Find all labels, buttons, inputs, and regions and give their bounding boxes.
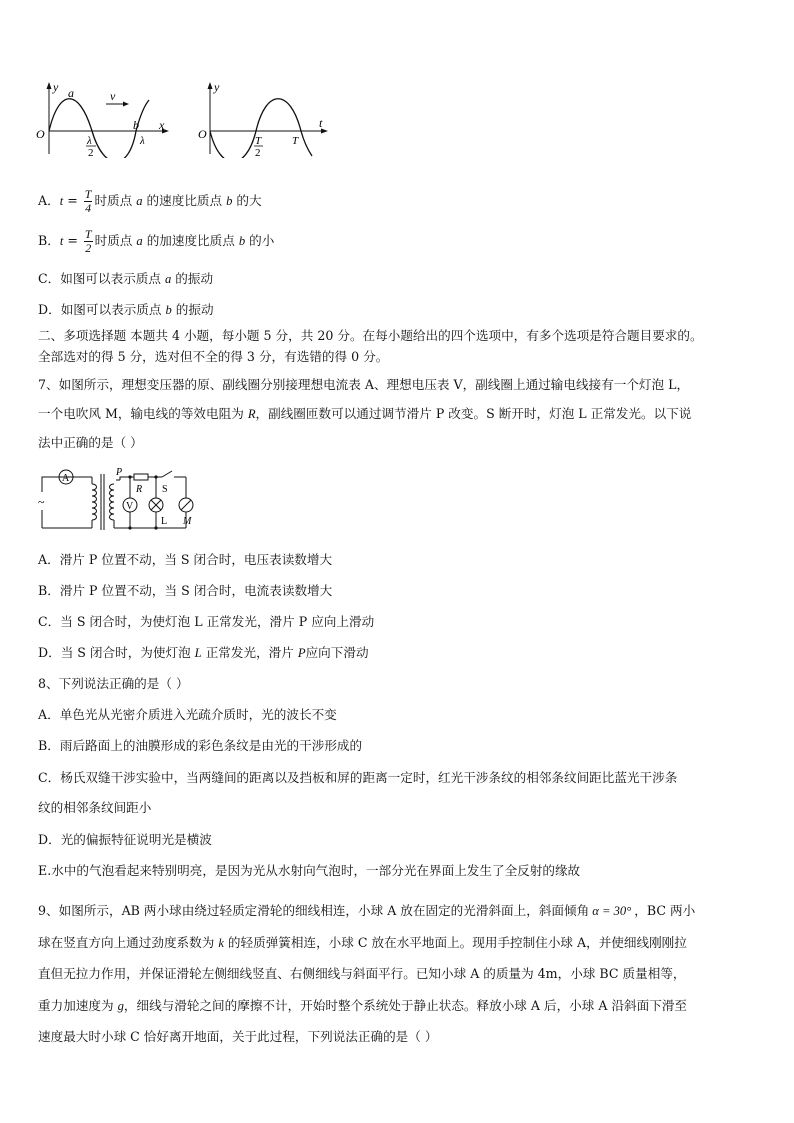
wave-half-den: 2 xyxy=(88,147,94,158)
wave-half-num: λ xyxy=(87,135,92,147)
wave-b-label: b xyxy=(133,118,139,132)
q7-option-c: C．当 S 闭合时，为使灯泡 L 正常发光，滑片 P 应向上滑动 xyxy=(38,614,375,629)
q6-option-c: C．如图可以表示质点 a 的振动 xyxy=(38,271,214,286)
q7-stem-line3: 法中正确的是（ ） xyxy=(38,435,143,450)
wave-y-label: y xyxy=(53,80,59,94)
ac-source-label: ~ xyxy=(38,495,45,509)
wave-y-arrow xyxy=(47,82,52,89)
q6-option-d: D．如图可以表示质点 b 的振动 xyxy=(38,302,214,317)
q8-option-c-line1: C．杨氏双缝干涉实验中，当两缝间的距离以及挡板和屏的距离一定时，红光干涉条纹的相邻条纹间距比蓝光干涉条 xyxy=(38,770,678,785)
wave-origin-label: O xyxy=(36,127,45,141)
resistor-label: R xyxy=(136,484,143,495)
velocity-arrowhead xyxy=(123,102,129,107)
vib-y-label: y xyxy=(214,80,220,94)
vib-T-label: T xyxy=(292,135,299,147)
voltmeter-label: V xyxy=(126,501,134,512)
vib-half-den: 2 xyxy=(255,147,261,158)
q7-option-b: B．滑片 P 位置不动，当 S 闭合时，电流表读数增大 xyxy=(38,583,333,598)
slider-p-label: P xyxy=(116,467,123,478)
angle-alpha: α = 30° xyxy=(592,904,632,918)
q9-stem-line2: 球在竖直方向上通过劲度系数为 k 的轻质弹簧相连，小球 C 放在水平地面上。现用手控制住小球 A，并使细线刚刚拉 xyxy=(38,935,687,950)
fraction-t-over-2: $\frac{T}{2}$ xyxy=(84,227,92,255)
q7-option-d: D．当 S 闭合时，为使灯泡 L 正常发光，滑片 P应向下滑动 xyxy=(38,645,369,660)
q7-stem-line1: 7、如图所示，理想变压器的原、副线圈分别接理想电流表 A、理想电压表 V，副线圈上通过输电线接有一个灯泡 L， xyxy=(38,377,690,392)
secondary-coil xyxy=(110,484,115,520)
q9-stem-line4: 重力加速度为 g，细线与滑轮之间的摩擦不计，开始时整个系统处于静止状态。释放小球 A 后，小球 A 沿斜面下滑至 xyxy=(38,998,688,1013)
switch-label: S xyxy=(162,484,168,495)
lamp-label: L xyxy=(161,516,168,527)
vib-curve xyxy=(210,99,312,158)
motor-label: M xyxy=(183,516,192,527)
ammeter-label: A xyxy=(62,473,70,484)
q7-option-a: A．滑片 P 位置不动，当 S 闭合时，电压表读数增大 xyxy=(38,552,333,567)
q8-option-c-line2: 纹的相邻条纹间距小 xyxy=(38,800,152,815)
wave-a-label: a xyxy=(68,86,74,100)
switch-s xyxy=(162,471,172,477)
wave-lambda-label: λ xyxy=(140,135,145,147)
wave-x-label: x xyxy=(159,118,165,132)
resistor-r xyxy=(134,474,148,480)
primary-coil xyxy=(92,484,97,520)
vibration-graph-figure xyxy=(198,80,338,158)
q9-stem-line5: 速度最大时小球 C 恰好离开地面，关于此过程，下列说法正确的是（ ） xyxy=(38,1029,438,1044)
section2-heading-line2: 全部选对的得 5 分，选对但不全的得 3 分，有选错的得 0 分。 xyxy=(38,349,389,364)
q8-option-e: E.水中的气泡看起来特别明亮，是因为光从水射向气泡时，一部分光在界面上发生了全反射的缘故 xyxy=(38,863,581,878)
section2-heading-line1: 二、多项选择题 本题共 4 小题，每小题 5 分，共 20 分。在每小题给出的四个选项中，有多个选项是符合题目要求的。 xyxy=(38,328,703,343)
transformer-circuit-figure xyxy=(36,462,206,538)
wave-v-label: v xyxy=(110,89,116,103)
q9-stem-line1: 9、如图所示，AB 两小球由绕过轻质定滑轮的细线相连，小球 A 放在固定的光滑斜面上，斜面倾角 α = 30° ，BC 两小 xyxy=(38,903,696,918)
q9-stem-line3: 直但无拉力作用，并保证滑轮左侧细线竖直、右侧细线与斜面平行。已知小球 A 的质量为 4m，小球 BC 质量相等， xyxy=(38,966,686,981)
vib-origin-label: O xyxy=(198,127,207,141)
vib-y-arrow xyxy=(208,82,213,89)
q8-option-a: A．单色光从光密介质进入光疏介质时，光的波长不变 xyxy=(38,707,337,722)
fraction-t-over-4: $\frac{T}{4}$ xyxy=(84,187,92,215)
wave-graph-figure xyxy=(34,80,174,158)
vib-half-num: T xyxy=(255,135,262,147)
q8-option-d: D．光的偏振特征说明光是横波 xyxy=(38,832,212,847)
q8-stem: 8、下列说法正确的是（ ） xyxy=(38,676,189,691)
q6-option-a: A．t = $\frac{T}{4}$ 时质点 a 的速度比质点 b 的大 xyxy=(38,187,262,215)
q8-option-b: B．雨后路面上的油膜形成的彩色条纹是由光的干涉形成的 xyxy=(38,738,363,753)
q7-stem-line2: 一个电吹风 M，输电线的等效电阻为 R，副线圈匝数可以通过调节滑片 P 改变。S 断开时，灯泡 L 正常发光。以下说 xyxy=(38,406,692,421)
vib-t-label: t xyxy=(319,116,323,130)
q6-option-b: B．t = $\frac{T}{2}$ 时质点 a 的加速度比质点 b 的小 xyxy=(38,227,275,255)
